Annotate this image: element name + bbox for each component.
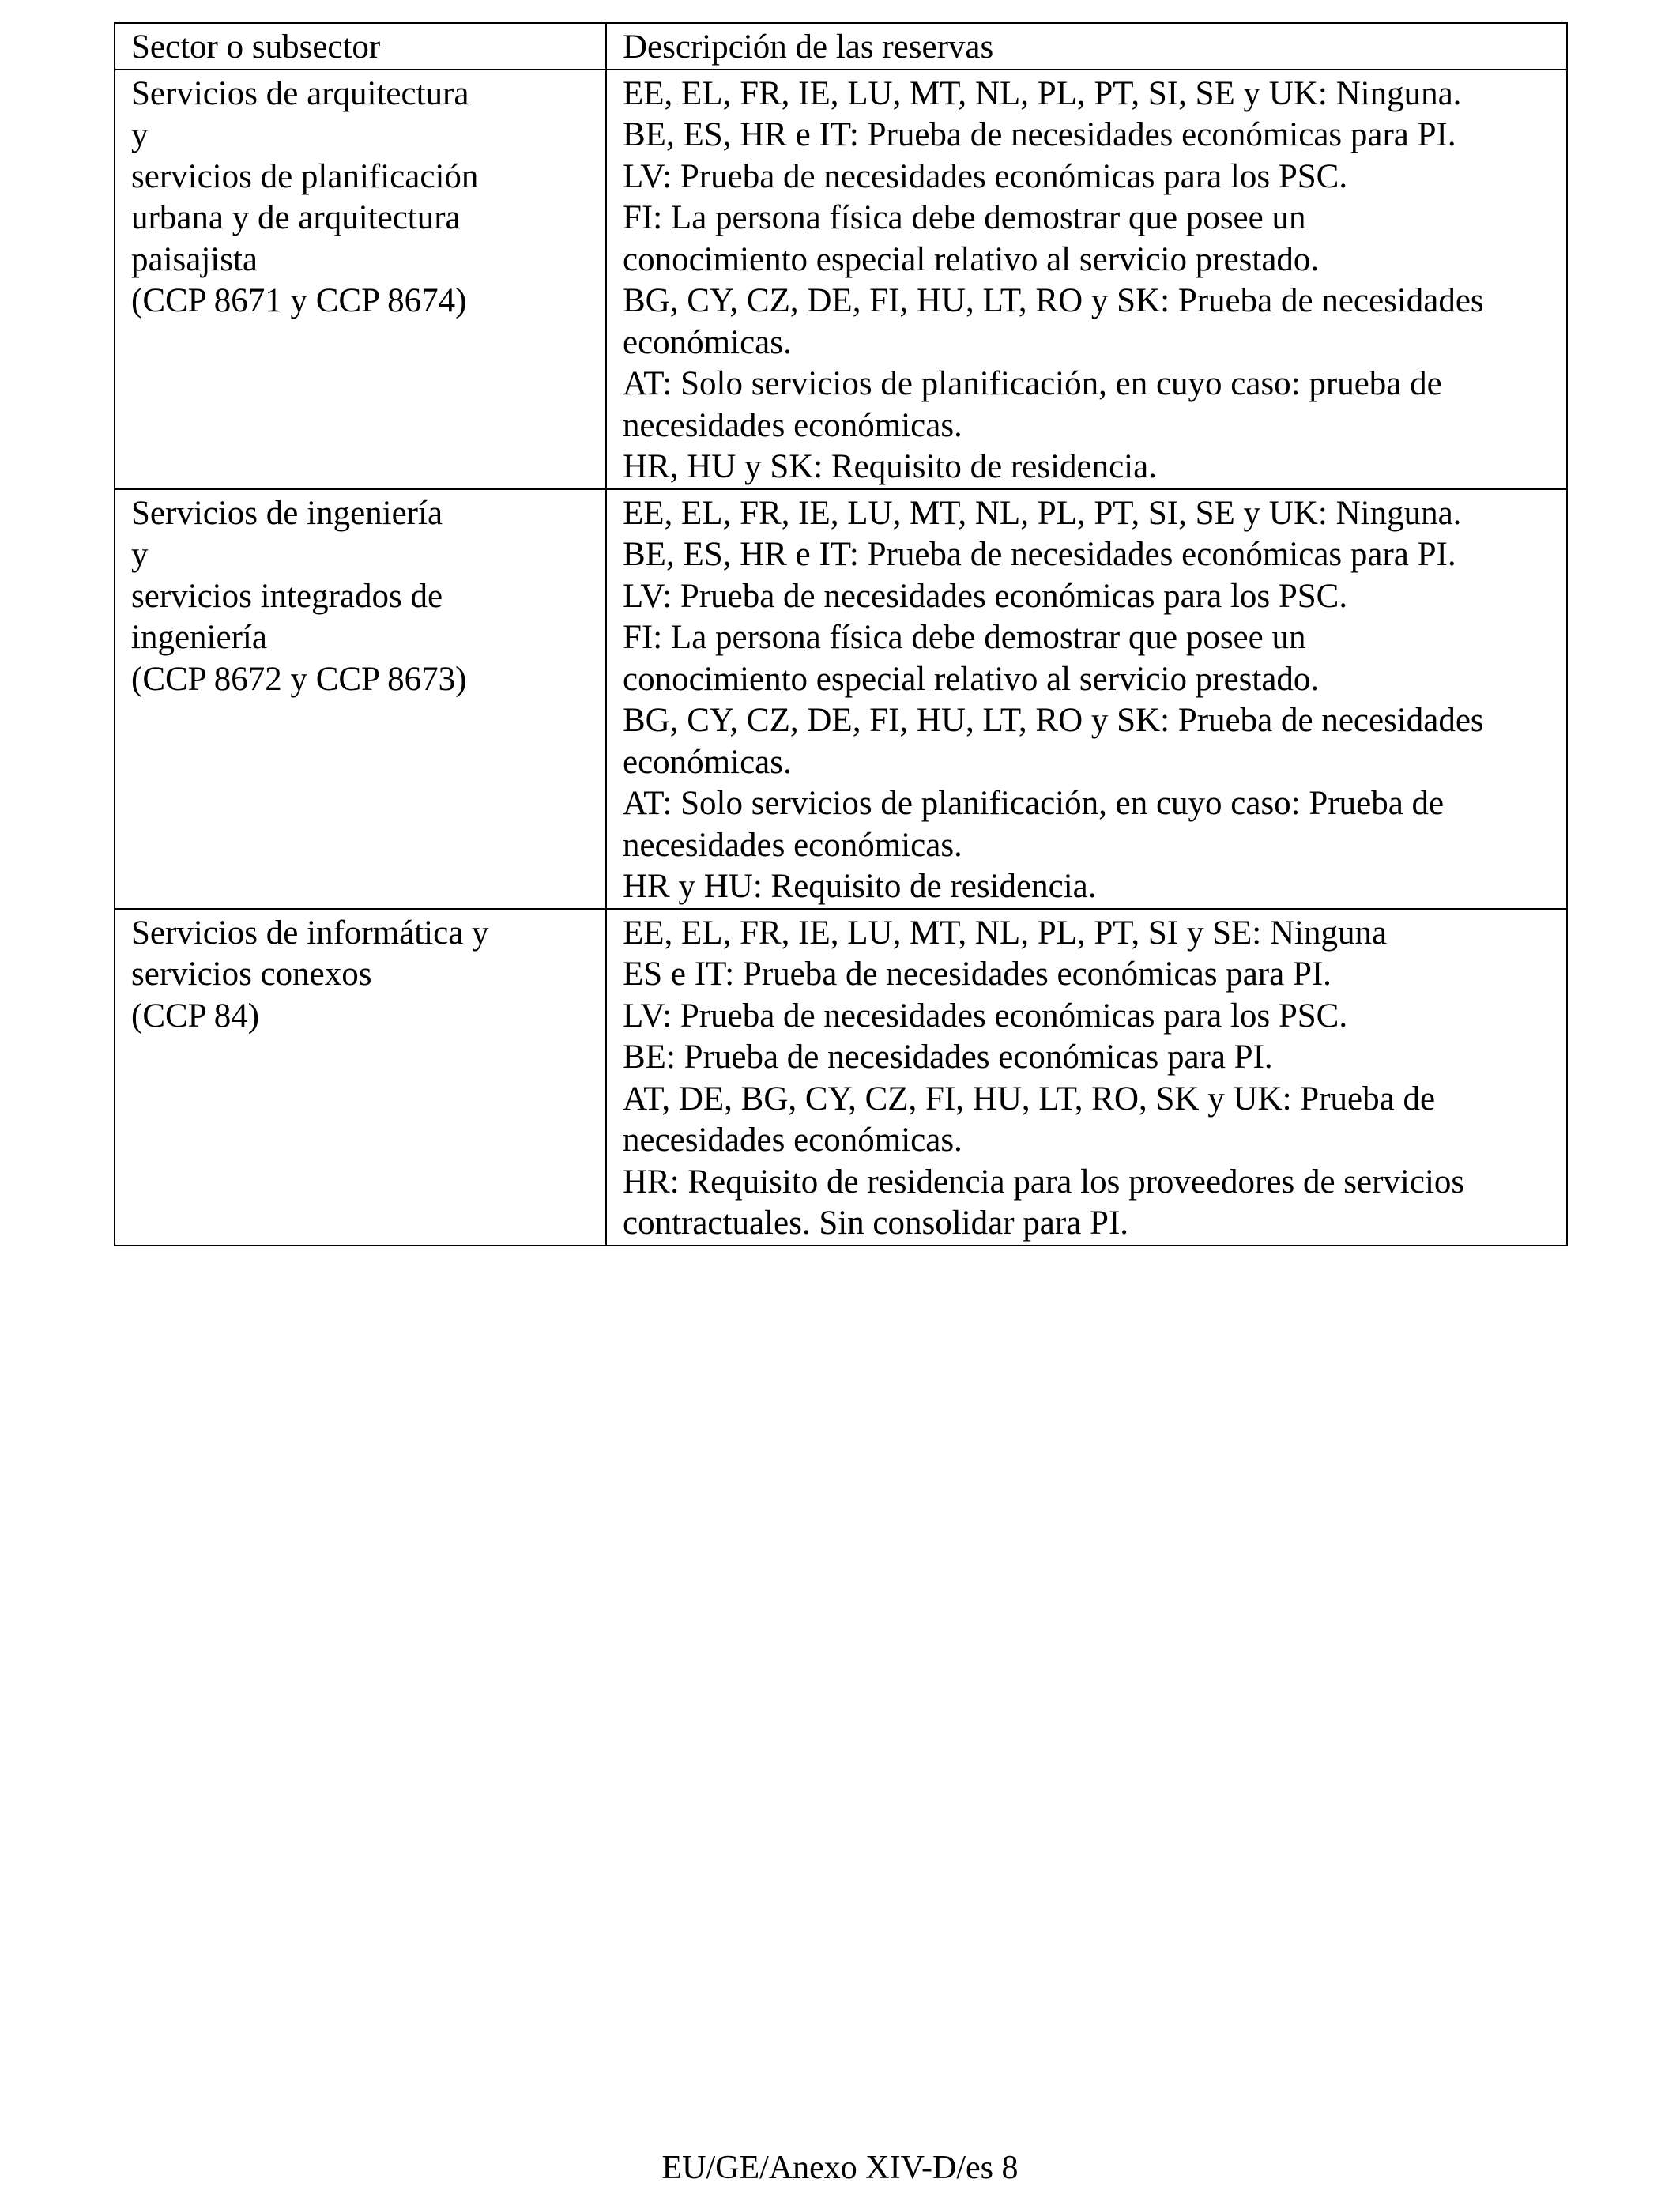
table-header-row — [115, 23, 1567, 70]
descripcion-line: BE, ES, HR e IT: Prueba de necesidades económicas para PI. — [623, 116, 1456, 153]
sector-cell — [115, 909, 606, 1246]
descripcion-line: HR: Requisito de residencia para los proveedores de servicios — [623, 1163, 1465, 1201]
header-sector — [115, 23, 606, 70]
descripcion-line: EE, EL, FR, IE, LU, MT, NL, PL, PT, SI y SE: Ninguna — [623, 914, 1388, 952]
sector-line: Servicios de arquitectura — [131, 74, 469, 112]
descripcion-line: conocimiento especial relativo al servicio prestado. — [623, 660, 1320, 698]
sector-line: (CCP 8671 y CCP 8674) — [131, 282, 467, 319]
descripcion-line: HR y HU: Requisito de residencia. — [623, 868, 1097, 905]
sector-cell — [115, 70, 606, 489]
descripcion-line: BE: Prueba de necesidades económicas para PI. — [623, 1039, 1273, 1076]
sector-line: servicios conexos — [131, 956, 372, 993]
descripcion-cell — [606, 70, 1567, 489]
header-descripcion — [606, 23, 1567, 70]
page-reference: EU/GE/Anexo XIV-D/es 8 — [661, 2150, 1019, 2186]
descripcion-line: AT: Solo servicios de planificación, en cuyo caso: Prueba de — [623, 785, 1445, 822]
descripcion-line: LV: Prueba de necesidades económicas para los PSC. — [623, 997, 1348, 1035]
descripcion-line: contractuales. Sin consolidar para PI. — [623, 1204, 1129, 1242]
table-row — [115, 489, 1567, 909]
descripcion-line: AT, DE, BG, CY, CZ, FI, HU, LT, RO, SK y UK: Prueba de — [623, 1080, 1436, 1118]
descripcion-line: necesidades económicas. — [623, 1122, 962, 1159]
descripcion-cell — [606, 909, 1567, 1246]
sector-line: (CCP 84) — [131, 997, 260, 1035]
sector-line: urbana y de arquitectura — [131, 199, 461, 236]
descripcion-line: económicas. — [623, 323, 792, 361]
descripcion-line: EE, EL, FR, IE, LU, MT, NL, PL, PT, SI, SE y UK: Ninguna. — [623, 494, 1462, 532]
descripcion-line: conocimiento especial relativo al servicio prestado. — [623, 240, 1320, 278]
sector-line: Servicios de informática y — [131, 914, 489, 952]
sector-line: y — [131, 116, 149, 153]
sector-line: servicios integrados de — [131, 577, 443, 615]
header-sector-label: Sector o subsector — [131, 28, 381, 66]
table-row — [115, 70, 1567, 489]
descripcion-line: AT: Solo servicios de planificación, en cuyo caso: prueba de — [623, 365, 1442, 402]
descripcion-line: BG, CY, CZ, DE, FI, HU, LT, RO y SK: Prueba de necesidades — [623, 282, 1484, 319]
sector-line: servicios de planificación — [131, 157, 479, 195]
sector-line: paisajista — [131, 240, 258, 278]
descripcion-line: BG, CY, CZ, DE, FI, HU, LT, RO y SK: Prueba de necesidades — [623, 702, 1484, 739]
descripcion-line: HR, HU y SK: Requisito de residencia. — [623, 448, 1157, 485]
sector-line: (CCP 8672 y CCP 8673) — [131, 660, 467, 698]
descripcion-line: FI: La persona física debe demostrar que posee un — [623, 199, 1306, 236]
descripcion-line: BE, ES, HR e IT: Prueba de necesidades económicas para PI. — [623, 536, 1456, 573]
header-descripcion-label: Descripción de las reservas — [623, 28, 994, 66]
reservations-table — [114, 22, 1568, 1246]
sector-cell — [115, 489, 606, 909]
descripcion-line: necesidades económicas. — [623, 406, 962, 444]
sector-line: ingeniería — [131, 619, 267, 656]
descripcion-line: EE, EL, FR, IE, LU, MT, NL, PL, PT, SI, SE y UK: Ninguna. — [623, 74, 1462, 112]
descripcion-line: FI: La persona física debe demostrar que posee un — [623, 619, 1306, 656]
descripcion-line: LV: Prueba de necesidades económicas para los PSC. — [623, 577, 1348, 615]
descripcion-line: LV: Prueba de necesidades económicas para los PSC. — [623, 157, 1348, 195]
descripcion-cell — [606, 489, 1567, 909]
descripcion-line: económicas. — [623, 743, 792, 781]
descripcion-line: ES e IT: Prueba de necesidades económicas para PI. — [623, 956, 1332, 993]
table-row — [115, 909, 1567, 1246]
sector-line: y — [131, 536, 149, 573]
descripcion-line: necesidades económicas. — [623, 826, 962, 864]
page-footer — [0, 2147, 1680, 2188]
sector-line: Servicios de ingeniería — [131, 494, 443, 532]
